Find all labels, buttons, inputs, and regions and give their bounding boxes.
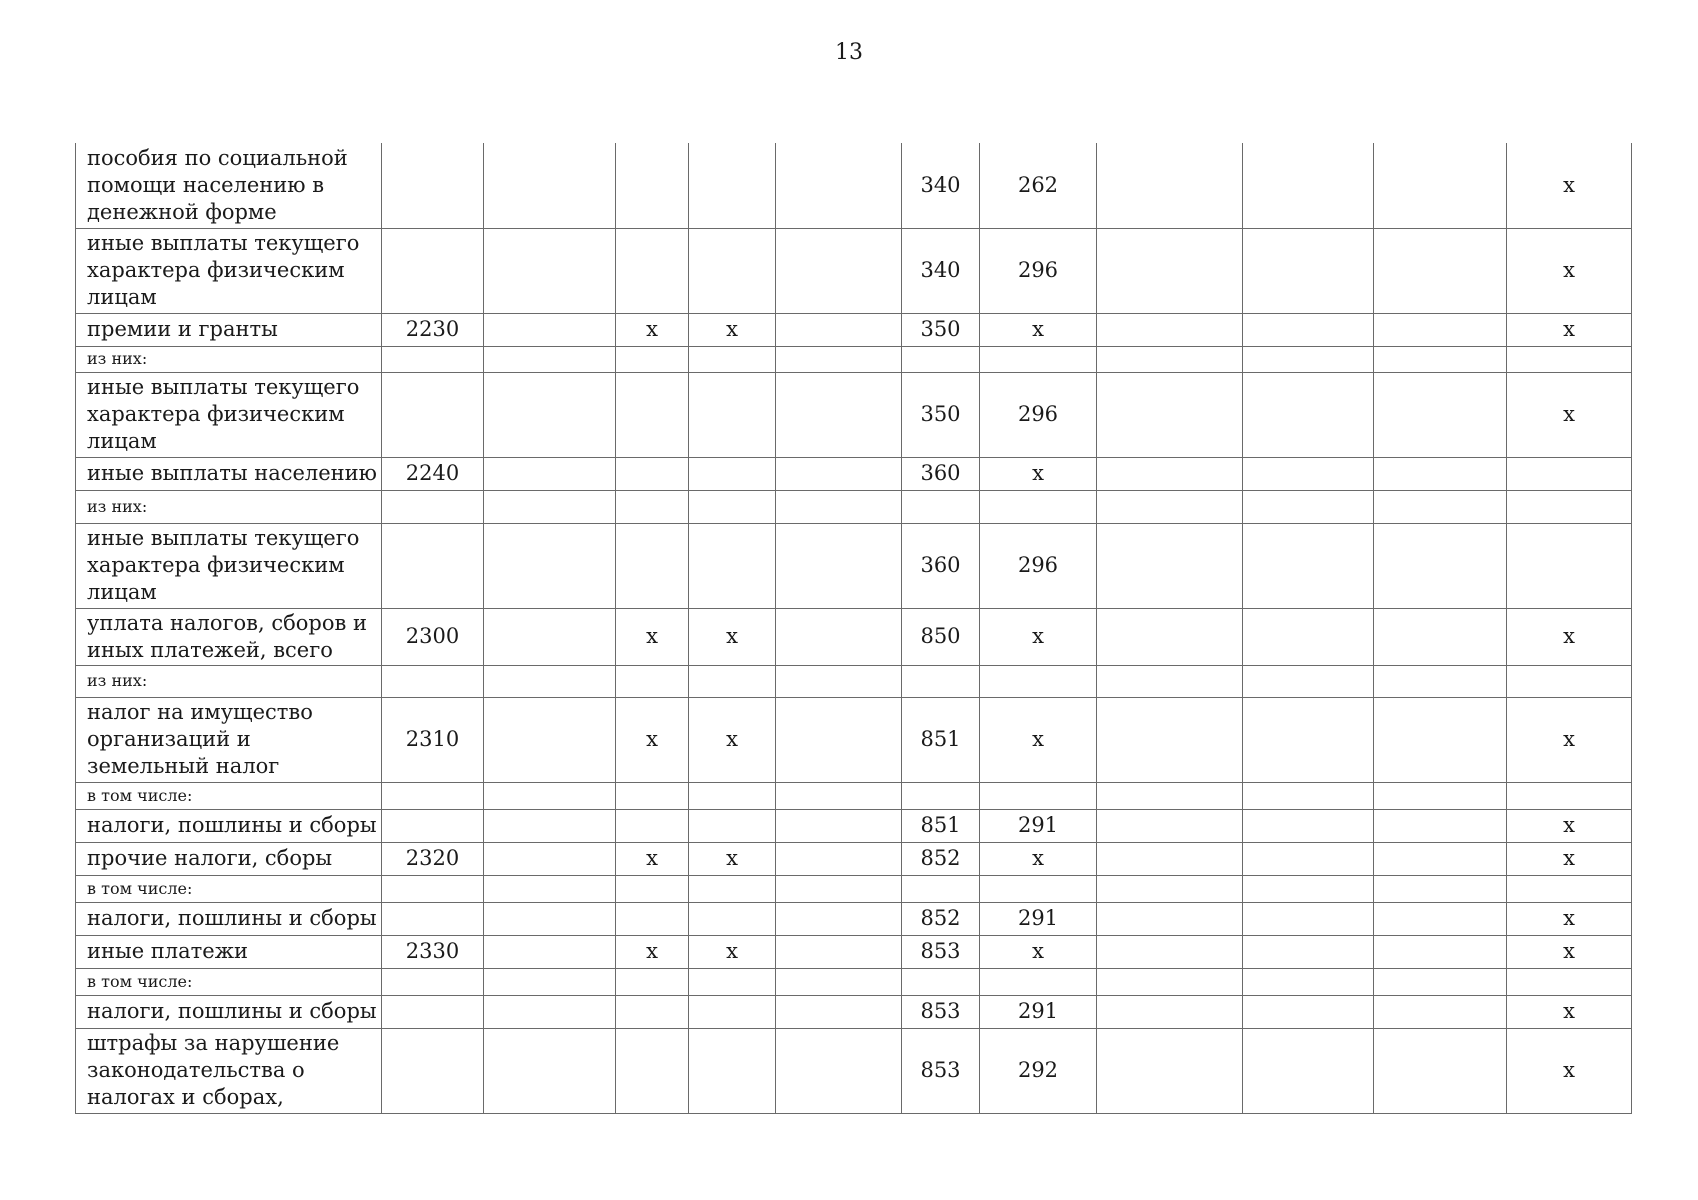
table-cell: x [616,935,689,968]
table-cell [689,782,776,809]
table-cell [616,665,689,697]
table-cell [776,143,902,228]
table-cell [1374,1028,1507,1113]
table-cell: 853 [902,995,980,1028]
table-cell [689,968,776,995]
table-cell [776,995,902,1028]
table-cell [1097,935,1243,968]
table-row [76,875,1632,902]
table-cell: x [616,842,689,875]
row-label: из них: [76,346,382,372]
table-cell [1374,228,1507,313]
table-cell: 350 [902,313,980,346]
table-cell [1243,875,1374,902]
table-cell [382,782,484,809]
table-cell: 852 [902,842,980,875]
table-cell [382,523,484,608]
table-row [76,608,1632,665]
table-cell: 853 [902,1028,980,1113]
table-cell: 2240 [382,457,484,490]
table-cell [1374,608,1507,665]
table-cell [1097,902,1243,935]
table-row [76,902,1632,935]
table-cell [1097,968,1243,995]
table-cell [1097,842,1243,875]
table-cell: 262 [980,143,1097,228]
table-cell [1097,665,1243,697]
row-label: в том числе: [76,782,382,809]
table-cell [1243,782,1374,809]
table-cell: x [1507,902,1632,935]
table-cell [1374,697,1507,782]
table-cell [776,782,902,809]
table-cell: 850 [902,608,980,665]
table-cell: 2330 [382,935,484,968]
table-cell: 292 [980,1028,1097,1113]
table-cell [1374,457,1507,490]
table-cell [1374,782,1507,809]
table-cell [382,143,484,228]
table-cell: 2300 [382,608,484,665]
table-cell [382,902,484,935]
table-cell [689,143,776,228]
table-cell [1507,782,1632,809]
table-cell [484,143,616,228]
table-cell [484,782,616,809]
table-cell [776,1028,902,1113]
table-cell [484,1028,616,1113]
table-cell [484,875,616,902]
table-cell [902,968,980,995]
table-cell: x [616,697,689,782]
table-cell [1243,457,1374,490]
table-cell [616,457,689,490]
table-cell [689,457,776,490]
table-cell [1374,968,1507,995]
table-cell [1097,457,1243,490]
table-cell [902,875,980,902]
table-cell [689,995,776,1028]
table-row [76,372,1632,457]
table-cell [1243,608,1374,665]
table-cell [1097,782,1243,809]
table-cell [382,1028,484,1113]
table-cell: x [689,313,776,346]
table-cell: 360 [902,523,980,608]
table-cell [776,875,902,902]
table-cell [980,968,1097,995]
table-cell [382,490,484,523]
table-cell: 853 [902,935,980,968]
table-cell: 851 [902,697,980,782]
table-cell [689,346,776,372]
table-cell [484,490,616,523]
table-cell [616,346,689,372]
table-cell [1097,1028,1243,1113]
table-cell: x [1507,842,1632,875]
table-cell [382,346,484,372]
table-cell [1243,665,1374,697]
table-cell: 296 [980,228,1097,313]
table-cell: x [980,608,1097,665]
table-row [76,346,1632,372]
table-cell: x [1507,228,1632,313]
table-row [76,995,1632,1028]
table-cell [616,968,689,995]
table-cell [382,372,484,457]
table-cell [484,228,616,313]
table-cell [689,665,776,697]
table-cell [689,902,776,935]
table-cell: x [1507,608,1632,665]
table-cell: x [1507,697,1632,782]
table-cell [1243,842,1374,875]
table-cell [980,490,1097,523]
table-row [76,1028,1632,1113]
table-cell [1374,490,1507,523]
table-cell [1243,995,1374,1028]
row-label: из них: [76,490,382,523]
table-cell: x [980,457,1097,490]
table-cell: x [980,697,1097,782]
table-cell [616,143,689,228]
row-label: налоги, пошлины и сборы [76,995,382,1028]
table-cell [382,995,484,1028]
table-cell [484,697,616,782]
table-cell [484,608,616,665]
table-cell [1243,935,1374,968]
table-cell: x [1507,1028,1632,1113]
table-cell [776,842,902,875]
table-cell [1243,902,1374,935]
table-cell [1374,809,1507,842]
table-cell [1097,697,1243,782]
table-cell: x [1507,995,1632,1028]
table-cell: x [1507,143,1632,228]
table-cell: x [689,697,776,782]
row-label: иные выплаты текущего характера физическим лицам [76,372,382,457]
table-cell: 296 [980,523,1097,608]
table-cell [902,490,980,523]
table-cell [1243,490,1374,523]
table-cell [902,665,980,697]
table-cell: x [689,842,776,875]
table-cell: x [689,935,776,968]
table-cell [484,995,616,1028]
table-cell [1507,875,1632,902]
page-number: 13 [835,40,863,65]
table-cell [902,346,980,372]
table-cell [1374,372,1507,457]
table-cell [1243,372,1374,457]
table-cell: x [1507,935,1632,968]
table-cell [776,608,902,665]
table-cell [1507,665,1632,697]
table-cell [616,372,689,457]
row-label: в том числе: [76,875,382,902]
table-cell [484,842,616,875]
table-cell: x [1507,372,1632,457]
table-cell [484,809,616,842]
table-cell [1097,228,1243,313]
table-cell [1097,809,1243,842]
row-label: премии и гранты [76,313,382,346]
table-cell [1243,313,1374,346]
table-cell [1243,143,1374,228]
table-cell [689,1028,776,1113]
table-cell [776,372,902,457]
table-cell [1097,346,1243,372]
table-cell [1507,490,1632,523]
table-cell [1097,313,1243,346]
row-label: иные платежи [76,935,382,968]
table-cell [1374,842,1507,875]
table-cell [616,782,689,809]
table-cell [776,313,902,346]
table-cell: 851 [902,809,980,842]
table-cell: 291 [980,995,1097,1028]
row-label: штрафы за нарушение законодательства о налогах и сборах, [76,1028,382,1113]
row-label: из них: [76,665,382,697]
row-label: уплата налогов, сборов и иных платежей, всего [76,608,382,665]
table-cell [776,228,902,313]
table-row [76,523,1632,608]
table-cell [382,665,484,697]
table-cell [776,665,902,697]
row-label: прочие налоги, сборы [76,842,382,875]
table-cell: x [1507,313,1632,346]
table-cell [776,346,902,372]
table-cell [616,902,689,935]
table-row [76,809,1632,842]
table-cell [1374,346,1507,372]
table-row [76,665,1632,697]
table-cell [484,372,616,457]
financial-table [75,143,1632,1114]
table-cell [1374,665,1507,697]
table-row [76,228,1632,313]
table-cell [484,968,616,995]
table-cell: x [616,608,689,665]
table-cell: 2320 [382,842,484,875]
table-row [76,457,1632,490]
table-cell [1507,457,1632,490]
table-cell [1243,968,1374,995]
table-cell [1374,902,1507,935]
table-cell [689,228,776,313]
table-cell [776,490,902,523]
table-row [76,782,1632,809]
table-cell [1097,875,1243,902]
table-cell [382,809,484,842]
table-row [76,697,1632,782]
table-cell [382,228,484,313]
table-cell [484,523,616,608]
table-cell [1507,346,1632,372]
table-cell [689,523,776,608]
table-cell [1243,809,1374,842]
table-row [76,490,1632,523]
table-cell [776,809,902,842]
table-cell [1507,523,1632,608]
table-cell [1243,523,1374,608]
table-cell [484,346,616,372]
row-label: иные выплаты текущего характера физическим лицам [76,523,382,608]
table-cell: 2230 [382,313,484,346]
table-cell [980,346,1097,372]
table-cell [1243,1028,1374,1113]
table-cell: 291 [980,809,1097,842]
table-cell [980,782,1097,809]
table-cell [776,457,902,490]
table-cell [382,968,484,995]
row-label: иные выплаты текущего характера физическим лицам [76,228,382,313]
table-row [76,313,1632,346]
table-cell [776,902,902,935]
table-cell: x [1507,809,1632,842]
table-cell [1097,608,1243,665]
row-label: иные выплаты населению [76,457,382,490]
table-cell [776,935,902,968]
table-cell [1374,995,1507,1028]
table-cell: 2310 [382,697,484,782]
table-cell [616,995,689,1028]
table-cell [616,1028,689,1113]
table-cell [484,935,616,968]
table-cell [616,228,689,313]
table-cell: x [980,313,1097,346]
table-cell [776,697,902,782]
table-cell [776,523,902,608]
table-cell [1243,697,1374,782]
row-label: налог на имущество организаций и земельный налог [76,697,382,782]
table-cell [689,875,776,902]
table-cell: 350 [902,372,980,457]
row-label: в том числе: [76,968,382,995]
table-cell [484,902,616,935]
table-cell [776,968,902,995]
table-cell [1374,313,1507,346]
table-cell [1374,875,1507,902]
table-cell [484,457,616,490]
table-cell [616,809,689,842]
table-cell [1097,143,1243,228]
table-cell: x [689,608,776,665]
table-row [76,935,1632,968]
table-cell: 291 [980,902,1097,935]
table-cell [382,875,484,902]
table-row [76,143,1632,228]
table-cell [616,523,689,608]
table-cell [1097,995,1243,1028]
table-cell [980,665,1097,697]
table-cell [689,809,776,842]
table-cell: 360 [902,457,980,490]
table-cell [1243,228,1374,313]
table-cell [1374,935,1507,968]
table-cell [1374,523,1507,608]
row-label: пособия по социальной помощи населению в денежной форме [76,143,382,228]
table-cell [689,372,776,457]
table-cell: x [980,935,1097,968]
table-cell [1097,490,1243,523]
table-cell: x [980,842,1097,875]
table-cell [902,782,980,809]
row-label: налоги, пошлины и сборы [76,809,382,842]
table-cell: 340 [902,228,980,313]
table-cell [1507,968,1632,995]
table-cell [1243,346,1374,372]
table-cell [1097,372,1243,457]
table-cell [1374,143,1507,228]
table-cell [616,490,689,523]
table-cell [484,313,616,346]
table-cell [1097,523,1243,608]
table-cell: 852 [902,902,980,935]
table-cell: 340 [902,143,980,228]
table-cell: x [616,313,689,346]
table-row [76,842,1632,875]
table-cell [980,875,1097,902]
table-cell [484,665,616,697]
row-label: налоги, пошлины и сборы [76,902,382,935]
table-cell [689,490,776,523]
table-cell [616,875,689,902]
table-cell: 296 [980,372,1097,457]
table-row [76,968,1632,995]
